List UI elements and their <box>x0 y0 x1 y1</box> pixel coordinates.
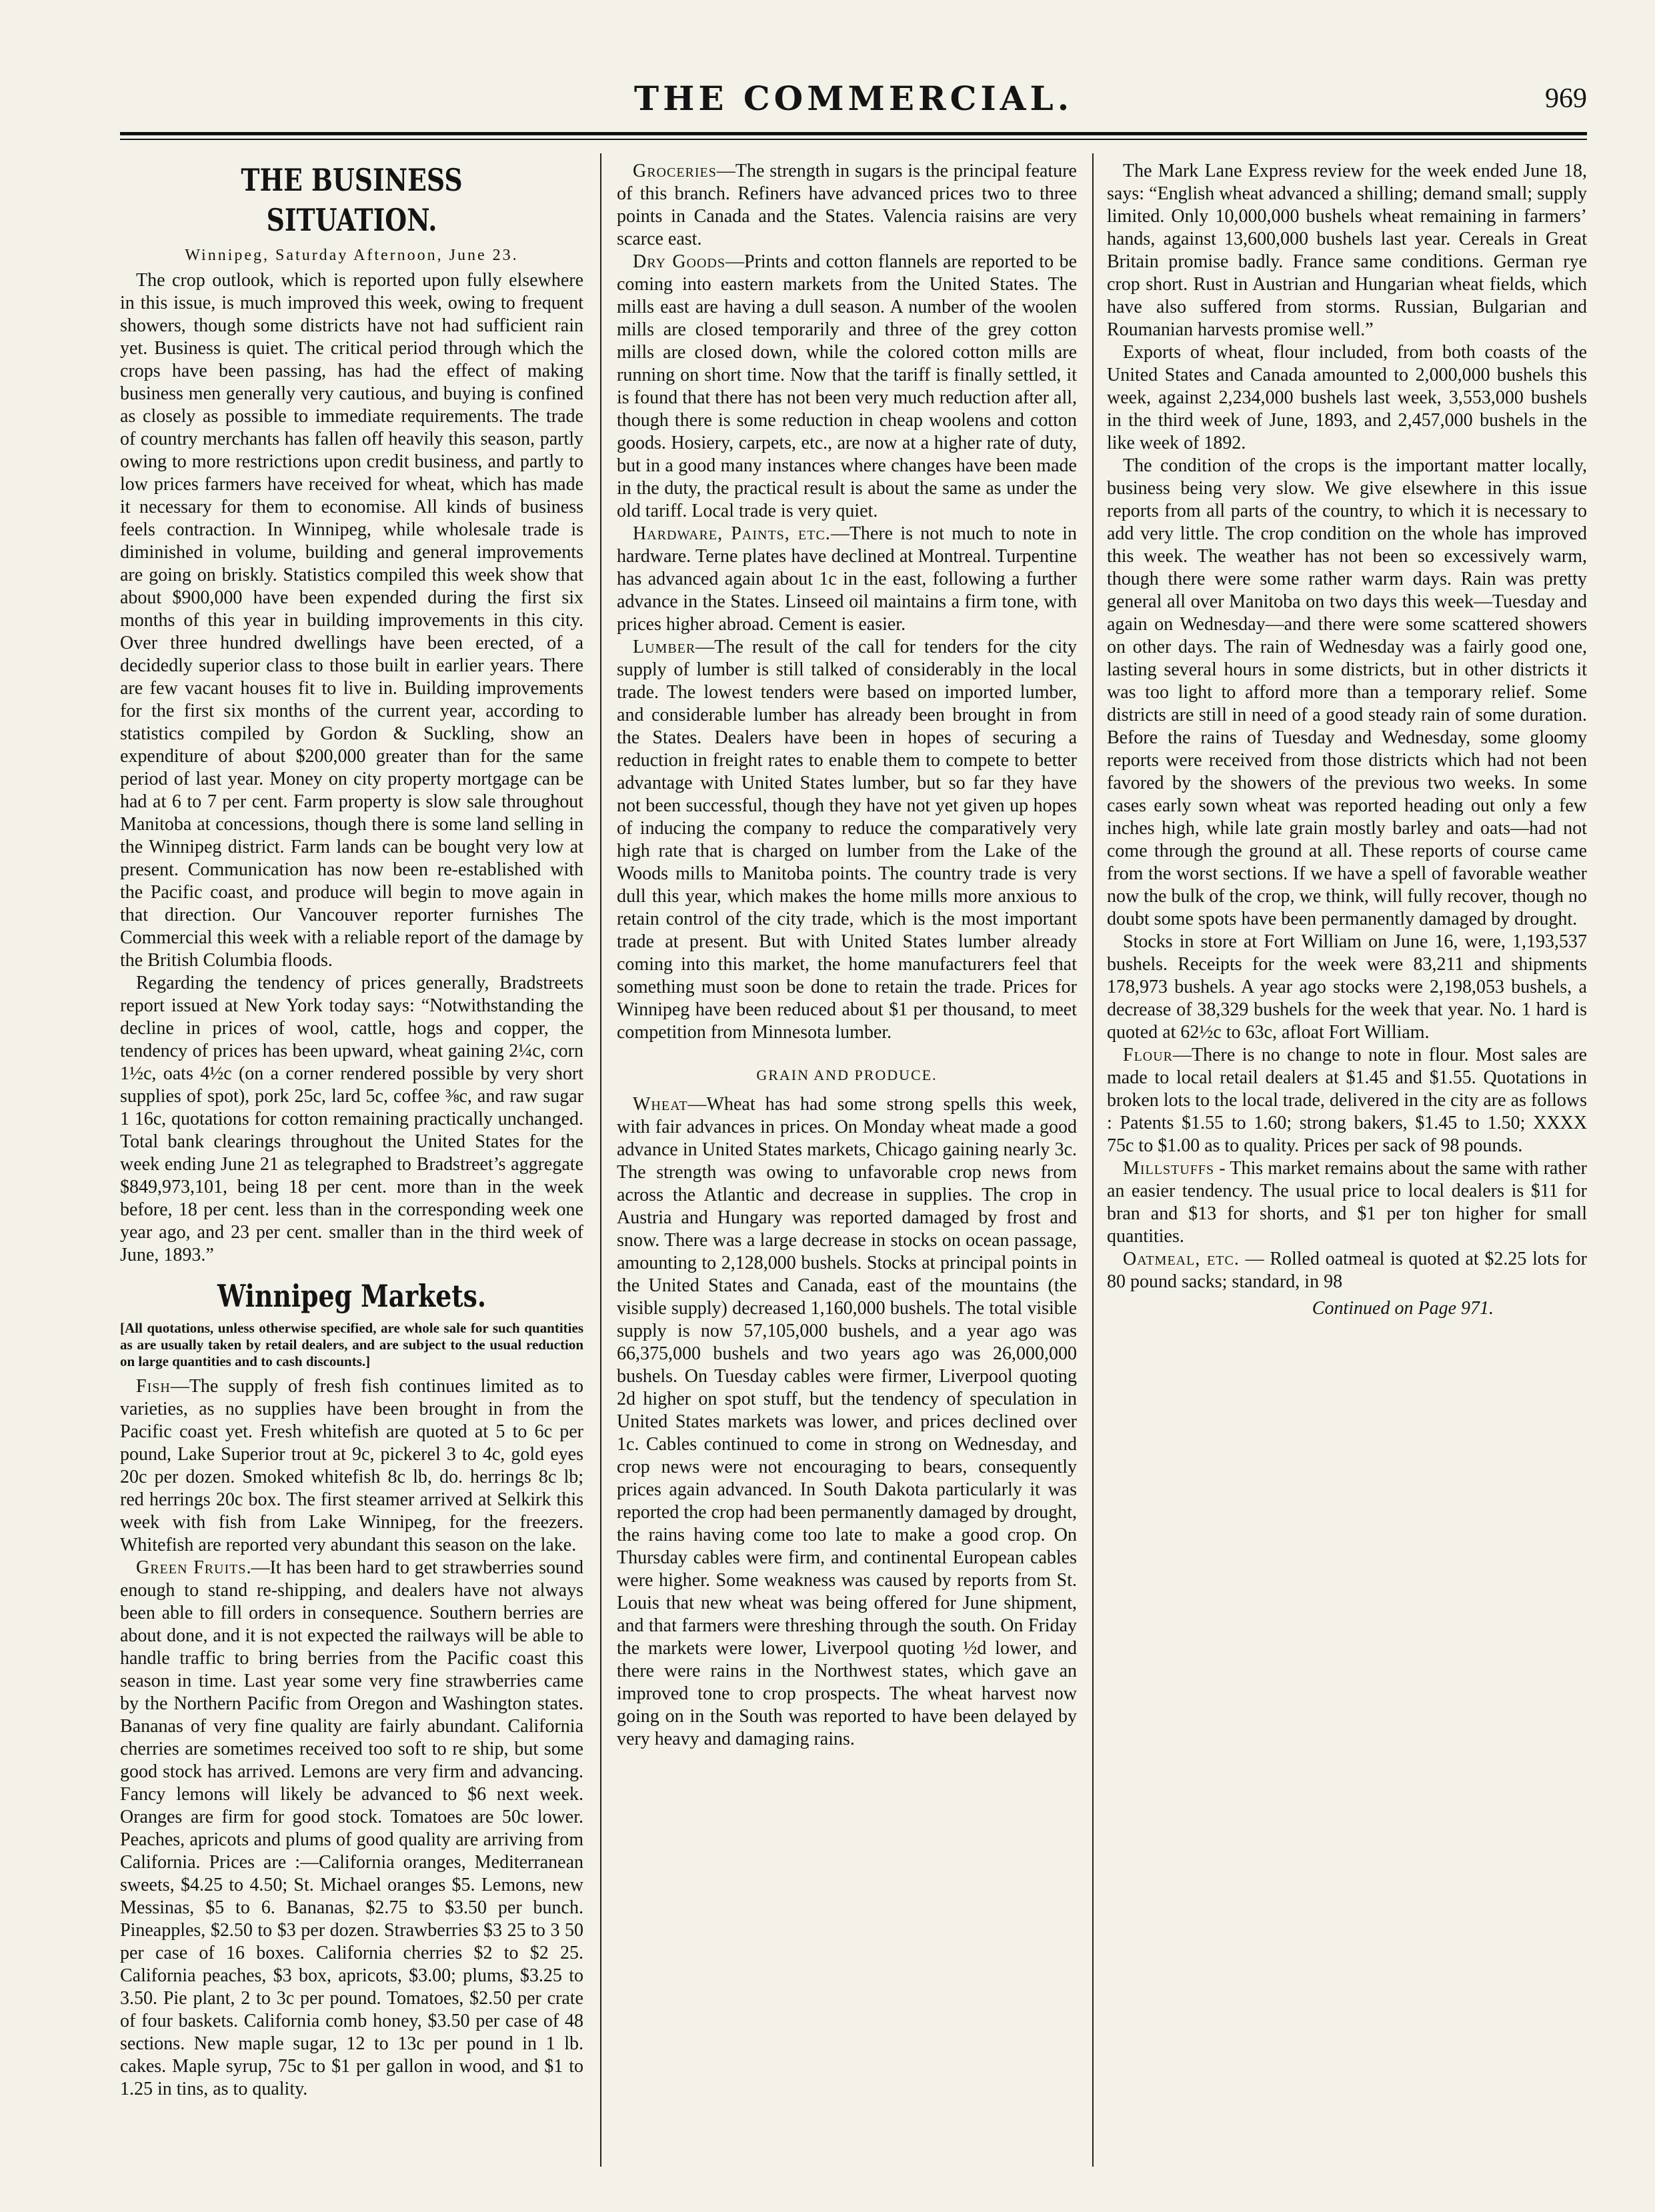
dry-goods-text: —Prints and cotton flannels are reported to be coming into eastern markets from the United States. The mills east are having a dull season. A number of the woolen mills are closed temporarily and three of the grey cotton mills are closed down, while the colored cotton mills are running on short time. Now that the tariff is finally settled, it is found that there has not been very much reduction after all, though there is some reduction in cheap woolens and cotton goods. Hosiery, carpets, etc., are now at a higher rate of duty, but in a good many instances where changes have been made in the duty, the practical result is about the same as under the old tariff. Local trade is very quiet. <box>617 251 1077 521</box>
green-fruits-paragraph <box>120 1557 583 2101</box>
wheat-lead: Wheat <box>633 1094 688 1115</box>
page-number: 969 <box>1545 83 1587 114</box>
grain-produce-title: GRAIN AND PRODUCE. <box>756 1067 938 1083</box>
fish-text: —The supply of fresh fish continues limited as to varieties, as no supplies have been brought in from the Pacific coast yet. Fresh whitefish are quoted at 5 to 6c per pound, Lake Superior trout at 9c, pickerel 3 to 4c, gold eyes 20c per dozen. Smoked whitefish 8c lb, do. herrings 8c lb; red herrings 20c box. The first steamer arrived at Selkirk this week with fish from Lake Winnipeg, for the freezers. Whitefish are reported very abundant this season on the lake. <box>120 1376 583 1555</box>
hardware-lead: Hardware, Paints, etc. <box>633 523 831 544</box>
hardware-text: —There is not much to note in hardware. Terne plates have declined at Montreal. Turpentine has advanced again about 1c in the east, following a further advance in the States. Linseed oil maintains a firm tone, with prices higher abroad. Cement is easier. <box>617 523 1077 635</box>
header-rule-thick <box>120 132 1587 135</box>
column-divider-left <box>600 153 601 2167</box>
mark-lane-paragraph: The Mark Lane Express review for the week ended June 18, says: “English wheat advanced a shilling; demand small; supply limited. Only 10,000,000 bushels wheat remaining in farmers’ hands, against 13,600,000 bushels last year. Cereals in Great Britain promise badly. France same conditions. German rye crop short. Rust in Austrian and Hungarian wheat fields, which have also suffered from storms. Russian, Bulgarian and Roumanian harvests promise well.” <box>1107 161 1587 340</box>
groceries-text: —The strength in sugars is the principal feature of this branch. Refiners have advanced prices two to three points in Canada and the States. Valencia raisins are very scarce east. <box>617 161 1077 249</box>
wheat-paragraph <box>617 1093 1077 1751</box>
wheat-text: —Wheat has had some strong spells this week, with fair advances in prices. On Monday wheat made a good advance in United States markets, Chicago gaining nearly 3c. The strength was owing to unfavorable crop news from across the Atlantic and decrease in supplies. The crop in Austria and Hungary was reported damaged by frost and snow. There was a large decrease in stocks on ocean passage, amounting to 2,128,000 bushels. Stocks at principal points in the United States and Canada, east of the mountains (the visible supply) decreased 1,160,000 bushels. The total visible supply is now 57,105,000 bushels, and a year ago was 66,375,000 bushels and two years ago was 26,000,000 bushels. On Tuesday cables were firmer, Liverpool quoting 2d higher on spot stuff, but the tendency of speculation in United States markets was lower, and prices declined over 1c. Cables continued to come in strong on Wednesday, and crop news were not encouraging to bears, consequently prices again advanced. In South Dakota particularly it was reported the crop had been permanently damaged by drought, the rains having come too late to make a good crop. On Thursday cables were firm, and continental European cables were higher. Some weakness was caused by reports from St. Louis that new wheat was being offered for June shipment, and that farmers were threshing through the south. On Friday the markets were lower, Liverpool quoting ½d lower, and there were rains in the Northwest states, which gave an improved tone to crop prospects. The wheat harvest now going on in the South was reported to have been delayed by very heavy and damaging rains. <box>617 1094 1077 1749</box>
green-fruits-text: .—It has been hard to get strawberries sound enough to stand re-shipping, and dealers have not always been able to fill orders in consequence. Southern berries are about done, and it is not expected the railways will be able to handle traffic to bring berries from the Pacific coast this season in time. Last year some very fine strawberries came by the Northern Pacific from Oregon and Washington states. Bananas of very fine quality are fairly abundant. California cherries are sometimes received too soft to re ship, but some good stock has arrived. Lemons are very firm and advancing. Fancy lemons will likely be advanced to $6 next week. Oranges are firm for good stock. Tomatoes are 50c lower. Peaches, apricots and plums of good quality are arriving from California. Prices are :—California oranges, Mediterranean sweets, $4.25 to 4.50; St. Michael oranges $5. Lemons, new Messinas, $5 to 6. Bananas, $2.75 to $3.50 per bunch. Pineapples, $2.50 to $3 per dozen. Strawberries $3 25 to 3 50 per case of 16 boxes. California cherries $2 to $2 25. California peaches, $3 box, apricots, $3.00; plums, $3.25 to 3.50. Pie plant, 2 to 3c per pound. Tomatoes, $2.50 per crate of four baskets. California comb honey, $3.50 per case of 48 sections. New maple sugar, 12 to 13c per pound in 1 lb. cakes. Maple syrup, 75c to $1 per gallon in wood, and $1 to 1.25 in tins, as to quality. <box>120 1557 583 2099</box>
dry-goods-paragraph <box>617 251 1077 523</box>
column-1 <box>120 160 583 2147</box>
flour-lead: Flour <box>1123 1045 1174 1065</box>
stocks-paragraph: Stocks in store at Fort William on June 16, were, 1,193,537 bushels. Receipts for the week were 83,211 and shipments 178,973 bushels. A year ago stocks were 2,198,053 bushels, a decrease of 38,329 bushels for the week that year. No. 1 hard is quoted at 62½c to 63c, afloat Fort William. <box>1107 931 1587 1043</box>
lumber-text: —The result of the call for tenders for the city supply of lumber is still talked of considerably in the local trade. The lowest tenders were based on imported lumber, and considerable lumber has already been brought in from the States. Dealers have been in hopes of securing a reduction in freight rates to enable them to compete to better advantage with United States lumber, but so far they have not been successful, though they have not yet given up hopes of inducing the company to reduce the comparatively very high rate that is charged on lumber from the Lake of the Woods mills to Manitoba points. The country trade is very dull this year, which makes the home mills more anxious to retain control of the city trade, which is the most important trade at present. But with United States lumber already coming into this market, the home manufacturers feel that something must soon be done to retain the trade. Prices for Winnipeg have been reduced about $1 per thousand, to meet competition from Minnesota lumber. <box>617 637 1077 1043</box>
flour-paragraph <box>1107 1044 1587 1157</box>
lumber-lead: Lumber <box>633 637 696 657</box>
dateline: Winnipeg, Saturday Afternoon, June 23. <box>185 247 519 264</box>
column-3 <box>1107 160 1587 2147</box>
oatmeal-lead: Oatmeal, etc. <box>1123 1249 1240 1269</box>
oatmeal-text: — Rolled oatmeal is quoted at $2.25 lots for 80 pound sacks; standard, in 98 <box>1107 1249 1587 1292</box>
business-situation-title: THE BUSINESS SITUATION. <box>241 162 463 238</box>
fish-lead: Fish <box>136 1376 171 1397</box>
exports-paragraph: Exports of wheat, flour included, from both coasts of the United States and Canada amounted to 2,000,000 bushels this week, against 2,234,000 bushels last week, 3,553,000 bushels in the third week of June, 1893, and 2,457,000 bushels in the like week of 1892. <box>1107 342 1587 453</box>
column-2 <box>617 160 1077 2147</box>
quotations-note: [All quotations, unless otherwise specified, are whole sale for such quantities as are usually taken by retail dealers, and are subject to the usual reduction on large quantities and to cash discounts.] <box>120 1320 583 1369</box>
crop-condition-paragraph: The condition of the crops is the important matter locally, business being very slow. We give elsewhere in this issue reports from all parts of the country, to which it is necessary to add very little. The crop condition on the whole has improved this week. The weather has not been so excessively warm, though there were some rather warm days. Rain was pretty general all over Manitoba on two days this week—Tuesday and again on Wednesday—and there were some scattered showers on other days. The rain of Wednesday was a fairly good one, lasting several hours in some districts, but in other districts it was too light to afford more than a temporary relief. Some districts are still in need of a good steady rain of some duration. Before the rains of Tuesday and Wednesday, some gloomy reports were received from those districts which had not been favored by the showers of the previous two weeks. In some cases early sown wheat was reported heading out only a few inches high, while late grain mostly barley and oats—had not come through the ground at all. These reports of course came from the worst sections. If we have a spell of favorable weather now the bulk of the crop, we think, will fully recover, though no doubt some spots have been permanently damaged by drought. <box>1107 455 1587 929</box>
millstuffs-lead: Millstuffs <box>1123 1158 1215 1179</box>
continued-note: Continued on Page 971. <box>1312 1298 1494 1319</box>
column-divider-right <box>1092 153 1094 2167</box>
hardware-paragraph <box>617 523 1077 636</box>
groceries-paragraph <box>617 160 1077 251</box>
flour-text: —There is no change to note in flour. Most sales are made to local retail dealers at $1.45 and $1.55. Quotations in broken lots to the local trade, delivered in the city are as follows : Patents $1.55 to 1.60; strong bakers, $1.45 to 1.50; XXXX 75c to $1.00 as to quality. Prices per sack of 98 pounds. <box>1107 1045 1587 1156</box>
millstuffs-paragraph <box>1107 1157 1587 1248</box>
header-rule-thin <box>120 139 1587 140</box>
business-paragraph-1: The crop outlook, which is reported upon fully elsewhere in this issue, is much improved this week, owing to frequent showers, though some districts have not had sufficient rain yet. Business is quiet. The critical period through which the crops have been passing, has had the effect of making business men generally very cautious, and buying is confined as closely as possible to immediate requirements. The trade of country merchants has fallen off heavily this season, partly owing to more restrictions upon credit business, and partly to low prices farmers have received for wheat, which has made it necessary for them to economise. All kinds of business feels contraction. In Winnipeg, while wholesale trade is diminished in volume, building and general improvements are going on briskly. Statistics compiled this week show that about $900,000 have been expended during the first six months of this year in building improvements in this city. Over three hundred dwellings have been erected, of a decidedly superior class to those built in earlier years. There are few vacant houses fit to live in. Building improvements for the first six months of the current year, according to statistics compiled by Gordon & Suckling, show an expenditure of about $200,000 greater than for the same period of last year. Money on city property mortgage can be had at 6 to 7 per cent. Farm property is slow sale throughout Manitoba at concessions, though there is some land selling in the Winnipeg district. Farm lands can be bought very low at present. Communication has now been re-established with the Pacific coast, and produce will begin to move again in that direction. Our Vancouver reporter furnishes The Commercial this week with a reliable report of the damage by the British Columbia floods. <box>120 270 583 971</box>
lumber-paragraph <box>617 636 1077 1044</box>
oatmeal-paragraph <box>1107 1248 1587 1293</box>
business-paragraph-2: Regarding the tendency of prices generally, Bradstreets report issued at New York today says: “Notwithstanding the decline in prices of wool, cattle, hogs and copper, the tendency of prices has been upward, wheat gaining 2¼c, corn 1½c, oats 4½c (on a corner rendered possible by very short supplies of spot), pork 25c, lard 5c, coffee ⅜c, and raw sugar 1 16c, quotations for cotton remaining practically unchanged. Total bank clearings throughout the United States for the week ending June 21 as telegraphed to Bradstreet’s aggregate $849,973,101, being 18 per cent. more than in the week before, 18 per cent. less than in the corresponding week one year ago, and 23 per cent. smaller than in the third week of June, 1893.” <box>120 973 583 1265</box>
masthead: THE COMMERCIAL. <box>633 79 1074 118</box>
groceries-lead: Groceries <box>633 161 717 181</box>
millstuffs-text: - This market remains about the same with rather an easier tendency. The usual price to local dealers is $11 for bran and $13 for shorts, and $1 per ton higher for small quantities. <box>1107 1158 1587 1247</box>
green-fruits-lead: Green Fruits <box>136 1557 247 1578</box>
fish-paragraph <box>120 1375 583 1557</box>
page-header <box>120 79 1587 125</box>
dry-goods-lead: Dry Goods <box>633 251 725 272</box>
winnipeg-markets-title: Winnipeg Markets. <box>217 1278 487 1314</box>
